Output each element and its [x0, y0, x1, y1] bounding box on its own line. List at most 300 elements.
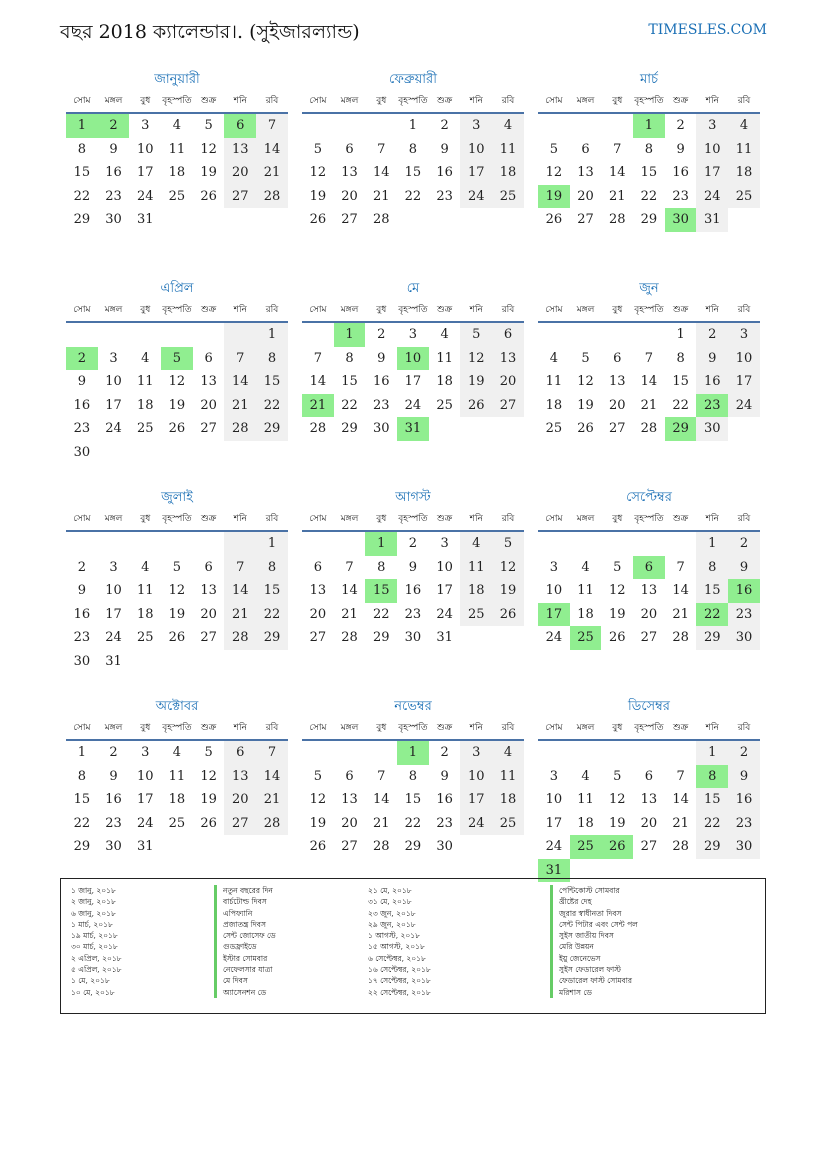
- day-cell[interactable]: 27: [341, 839, 358, 854]
- day-cell[interactable]: 18: [728, 161, 760, 185]
- day-cell[interactable]: 25: [492, 185, 524, 209]
- day-cell[interactable]: 12: [200, 141, 217, 157]
- day-cell[interactable]: 15: [341, 374, 358, 389]
- day-cell[interactable]: 21: [302, 394, 334, 418]
- day-cell[interactable]: 8: [77, 141, 86, 157]
- day-cell[interactable]: 1: [633, 114, 665, 138]
- day-cell[interactable]: 24: [460, 185, 492, 209]
- day-cell[interactable]: 29: [665, 417, 697, 441]
- day-cell[interactable]: 24: [136, 188, 154, 204]
- day-cell[interactable]: 21: [224, 603, 256, 627]
- day-cell[interactable]: 14: [256, 765, 288, 789]
- day-cell[interactable]: 28: [224, 417, 256, 441]
- day-cell[interactable]: 18: [460, 579, 492, 603]
- day-cell[interactable]: 9: [676, 141, 685, 157]
- day-cell[interactable]: 8: [345, 350, 354, 366]
- day-cell[interactable]: 26: [309, 839, 327, 854]
- day-cell[interactable]: 24: [136, 815, 154, 831]
- day-cell[interactable]: 9: [440, 768, 449, 784]
- day-cell[interactable]: 12: [608, 583, 626, 598]
- day-cell[interactable]: 27: [224, 185, 256, 209]
- day-cell[interactable]: 14: [309, 374, 327, 389]
- day-cell[interactable]: 30: [728, 626, 760, 650]
- day-cell[interactable]: 14: [341, 583, 358, 598]
- day-cell[interactable]: 30: [404, 630, 422, 645]
- day-cell[interactable]: 8: [696, 556, 728, 580]
- day-cell[interactable]: 28: [372, 839, 390, 854]
- day-cell[interactable]: 31: [136, 839, 154, 854]
- day-cell[interactable]: 24: [105, 630, 122, 645]
- day-cell[interactable]: 26: [460, 394, 492, 418]
- day-cell[interactable]: 11: [545, 374, 563, 389]
- day-cell[interactable]: 25: [136, 630, 154, 645]
- day-cell[interactable]: 6: [224, 114, 256, 138]
- day-cell[interactable]: 29: [696, 626, 728, 650]
- day-cell[interactable]: 27: [640, 630, 658, 645]
- day-cell[interactable]: 23: [672, 188, 689, 204]
- day-cell[interactable]: 4: [581, 559, 590, 575]
- day-cell[interactable]: 16: [436, 165, 453, 180]
- day-cell[interactable]: 12: [492, 556, 524, 580]
- day-cell[interactable]: 3: [696, 114, 728, 138]
- day-cell[interactable]: 31: [397, 417, 429, 441]
- day-cell[interactable]: 1: [256, 323, 288, 347]
- day-cell[interactable]: 13: [608, 374, 626, 389]
- day-cell[interactable]: 2: [66, 347, 98, 371]
- day-cell[interactable]: 27: [492, 394, 524, 418]
- day-cell[interactable]: 6: [633, 556, 665, 580]
- day-cell[interactable]: 25: [492, 812, 524, 836]
- day-cell[interactable]: 29: [696, 835, 728, 859]
- day-cell[interactable]: 7: [313, 350, 322, 366]
- day-cell[interactable]: 18: [136, 606, 154, 622]
- day-cell[interactable]: 6: [204, 559, 213, 575]
- day-cell[interactable]: 1: [676, 327, 685, 342]
- day-cell[interactable]: 13: [640, 583, 658, 598]
- day-cell[interactable]: 11: [492, 765, 524, 789]
- day-cell[interactable]: 3: [408, 327, 418, 342]
- day-cell[interactable]: 13: [492, 347, 524, 371]
- day-cell[interactable]: 12: [577, 374, 594, 389]
- day-cell[interactable]: 7: [256, 741, 288, 765]
- day-cell[interactable]: 12: [200, 768, 217, 784]
- day-cell[interactable]: 25: [570, 835, 602, 859]
- day-cell[interactable]: 20: [341, 815, 358, 831]
- day-cell[interactable]: 19: [577, 397, 594, 413]
- day-cell[interactable]: 23: [105, 188, 122, 204]
- day-cell[interactable]: 10: [105, 583, 122, 598]
- site-link[interactable]: TIMESLES.COM: [648, 22, 767, 38]
- day-cell[interactable]: 5: [460, 323, 492, 347]
- day-cell[interactable]: 12: [608, 792, 626, 807]
- day-cell[interactable]: 15: [696, 579, 728, 603]
- day-cell[interactable]: 26: [200, 188, 217, 204]
- day-cell[interactable]: 13: [224, 765, 256, 789]
- day-cell[interactable]: 13: [341, 165, 358, 180]
- day-cell[interactable]: 27: [200, 421, 217, 436]
- day-cell[interactable]: 19: [608, 606, 626, 622]
- day-cell[interactable]: 17: [728, 370, 760, 394]
- day-cell[interactable]: 19: [538, 185, 570, 209]
- day-cell[interactable]: 16: [105, 792, 122, 807]
- day-cell[interactable]: 14: [640, 374, 658, 389]
- day-cell[interactable]: 28: [341, 630, 358, 645]
- day-cell[interactable]: 20: [224, 788, 256, 812]
- day-cell[interactable]: 2: [440, 118, 449, 133]
- day-cell[interactable]: 27: [640, 839, 658, 854]
- day-cell[interactable]: 26: [168, 630, 186, 645]
- day-cell[interactable]: 23: [105, 815, 122, 831]
- day-cell[interactable]: 15: [365, 579, 397, 603]
- day-cell[interactable]: 17: [545, 815, 563, 831]
- day-cell[interactable]: 24: [696, 185, 728, 209]
- day-cell[interactable]: 3: [141, 745, 150, 760]
- day-cell[interactable]: 4: [440, 327, 449, 342]
- day-cell[interactable]: 31: [105, 653, 122, 669]
- day-cell[interactable]: 6: [581, 141, 590, 157]
- day-cell[interactable]: 21: [672, 815, 689, 831]
- day-cell[interactable]: 17: [136, 792, 154, 807]
- day-cell[interactable]: 26: [492, 603, 524, 627]
- day-cell[interactable]: 17: [436, 583, 453, 598]
- day-cell[interactable]: 5: [161, 347, 193, 371]
- day-cell[interactable]: 22: [696, 812, 728, 836]
- day-cell[interactable]: 1: [365, 532, 397, 556]
- day-cell[interactable]: 7: [676, 559, 685, 575]
- day-cell[interactable]: 21: [256, 788, 288, 812]
- day-cell[interactable]: 16: [73, 397, 91, 413]
- day-cell[interactable]: 8: [77, 768, 86, 784]
- day-cell[interactable]: 10: [397, 347, 429, 371]
- day-cell[interactable]: 22: [372, 606, 390, 622]
- day-cell[interactable]: 3: [549, 559, 558, 575]
- day-cell[interactable]: 3: [728, 323, 760, 347]
- day-cell[interactable]: 7: [224, 556, 256, 580]
- day-cell[interactable]: 27: [341, 212, 358, 227]
- day-cell[interactable]: 8: [256, 556, 288, 580]
- day-cell[interactable]: 28: [256, 812, 288, 836]
- day-cell[interactable]: 13: [224, 138, 256, 162]
- day-cell[interactable]: 9: [728, 765, 760, 789]
- day-cell[interactable]: 19: [460, 370, 492, 394]
- day-cell[interactable]: 14: [372, 165, 390, 180]
- day-cell[interactable]: 23: [728, 603, 760, 627]
- day-cell[interactable]: 9: [728, 556, 760, 580]
- day-cell[interactable]: 5: [581, 350, 590, 366]
- day-cell[interactable]: 20: [200, 397, 217, 413]
- day-cell[interactable]: 5: [613, 559, 622, 575]
- day-cell[interactable]: 28: [672, 839, 689, 854]
- day-cell[interactable]: 1: [397, 741, 429, 765]
- day-cell[interactable]: 17: [538, 603, 570, 627]
- day-cell[interactable]: 4: [492, 741, 524, 765]
- day-cell[interactable]: 23: [404, 606, 422, 622]
- day-cell[interactable]: 8: [377, 559, 386, 575]
- day-cell[interactable]: 26: [200, 815, 217, 831]
- day-cell[interactable]: 5: [492, 532, 524, 556]
- day-cell[interactable]: 26: [608, 630, 626, 645]
- day-cell[interactable]: 4: [492, 114, 524, 138]
- day-cell[interactable]: 14: [672, 583, 689, 598]
- day-cell[interactable]: 14: [224, 579, 256, 603]
- day-cell[interactable]: 25: [136, 421, 154, 436]
- day-cell[interactable]: 28: [309, 421, 327, 436]
- day-cell[interactable]: 18: [492, 788, 524, 812]
- day-cell[interactable]: 1: [408, 118, 418, 133]
- day-cell[interactable]: 7: [345, 559, 354, 575]
- day-cell[interactable]: 30: [728, 835, 760, 859]
- day-cell[interactable]: 17: [696, 161, 728, 185]
- day-cell[interactable]: 2: [440, 745, 449, 760]
- day-cell[interactable]: 15: [73, 165, 91, 180]
- day-cell[interactable]: 17: [136, 165, 154, 180]
- day-cell[interactable]: 26: [577, 421, 594, 436]
- day-cell[interactable]: 15: [672, 374, 689, 389]
- day-cell[interactable]: 7: [377, 768, 386, 784]
- day-cell[interactable]: 2: [77, 559, 86, 575]
- day-cell[interactable]: 7: [256, 114, 288, 138]
- day-cell[interactable]: 21: [372, 815, 390, 831]
- day-cell[interactable]: 13: [577, 165, 594, 180]
- day-cell[interactable]: 20: [309, 606, 327, 622]
- day-cell[interactable]: 11: [728, 138, 760, 162]
- day-cell[interactable]: 4: [172, 745, 182, 760]
- day-cell[interactable]: 9: [696, 347, 728, 371]
- day-cell[interactable]: 3: [109, 350, 118, 366]
- day-cell[interactable]: 10: [545, 583, 563, 598]
- day-cell[interactable]: 20: [341, 188, 358, 204]
- day-cell[interactable]: 30: [372, 421, 390, 436]
- day-cell[interactable]: 14: [672, 792, 689, 807]
- day-cell[interactable]: 26: [168, 421, 186, 436]
- day-cell[interactable]: 29: [73, 212, 91, 227]
- day-cell[interactable]: 5: [204, 745, 213, 760]
- day-cell[interactable]: 21: [640, 397, 658, 413]
- day-cell[interactable]: 19: [492, 579, 524, 603]
- day-cell[interactable]: 16: [696, 370, 728, 394]
- day-cell[interactable]: 7: [377, 141, 386, 157]
- day-cell[interactable]: 28: [640, 421, 658, 436]
- day-cell[interactable]: 24: [728, 394, 760, 418]
- day-cell[interactable]: 22: [73, 188, 91, 204]
- day-cell[interactable]: 17: [105, 397, 122, 413]
- day-cell[interactable]: 10: [136, 768, 154, 784]
- day-cell[interactable]: 30: [73, 653, 91, 669]
- day-cell[interactable]: 25: [460, 603, 492, 627]
- day-cell[interactable]: 9: [408, 559, 418, 575]
- day-cell[interactable]: 19: [200, 792, 217, 807]
- day-cell[interactable]: 28: [224, 626, 256, 650]
- day-cell[interactable]: 23: [696, 394, 728, 418]
- day-cell[interactable]: 11: [436, 350, 453, 366]
- day-cell[interactable]: 14: [256, 138, 288, 162]
- day-cell[interactable]: 2: [408, 536, 418, 551]
- day-cell[interactable]: 10: [728, 347, 760, 371]
- day-cell[interactable]: 30: [696, 417, 728, 441]
- day-cell[interactable]: 17: [460, 161, 492, 185]
- day-cell[interactable]: 6: [313, 559, 322, 575]
- day-cell[interactable]: 10: [105, 374, 122, 389]
- day-cell[interactable]: 3: [549, 768, 558, 784]
- day-cell[interactable]: 5: [204, 118, 213, 133]
- day-cell[interactable]: 22: [256, 394, 288, 418]
- day-cell[interactable]: 11: [577, 583, 594, 598]
- day-cell[interactable]: 10: [436, 559, 453, 575]
- day-cell[interactable]: 4: [141, 350, 150, 366]
- day-cell[interactable]: 11: [136, 374, 154, 389]
- day-cell[interactable]: 10: [460, 138, 492, 162]
- day-cell[interactable]: 2: [377, 327, 386, 342]
- day-cell[interactable]: 30: [73, 444, 91, 460]
- day-cell[interactable]: 15: [404, 165, 422, 180]
- day-cell[interactable]: 22: [256, 603, 288, 627]
- day-cell[interactable]: 22: [404, 188, 422, 204]
- day-cell[interactable]: 24: [105, 421, 122, 436]
- day-cell[interactable]: 7: [224, 347, 256, 371]
- day-cell[interactable]: 9: [77, 374, 86, 389]
- day-cell[interactable]: 15: [404, 792, 422, 807]
- day-cell[interactable]: 1: [334, 323, 366, 347]
- day-cell[interactable]: 11: [577, 792, 594, 807]
- day-cell[interactable]: 13: [200, 374, 217, 389]
- day-cell[interactable]: 29: [372, 630, 390, 645]
- day-cell[interactable]: 23: [372, 397, 390, 413]
- day-cell[interactable]: 29: [256, 626, 288, 650]
- day-cell[interactable]: 22: [672, 397, 689, 413]
- day-cell[interactable]: 28: [608, 212, 626, 227]
- day-cell[interactable]: 21: [672, 606, 689, 622]
- day-cell[interactable]: 9: [109, 768, 118, 784]
- day-cell[interactable]: 28: [372, 212, 390, 227]
- day-cell[interactable]: 21: [372, 188, 390, 204]
- day-cell[interactable]: 27: [224, 812, 256, 836]
- day-cell[interactable]: 8: [644, 141, 654, 157]
- day-cell[interactable]: 4: [460, 532, 492, 556]
- day-cell[interactable]: 17: [105, 606, 122, 622]
- day-cell[interactable]: 4: [141, 559, 150, 575]
- day-cell[interactable]: 12: [309, 792, 327, 807]
- day-cell[interactable]: 2: [98, 114, 130, 138]
- day-cell[interactable]: 12: [460, 347, 492, 371]
- day-cell[interactable]: 15: [640, 165, 658, 180]
- day-cell[interactable]: 2: [676, 118, 685, 133]
- day-cell[interactable]: 23: [728, 812, 760, 836]
- day-cell[interactable]: 22: [696, 603, 728, 627]
- day-cell[interactable]: 15: [696, 788, 728, 812]
- day-cell[interactable]: 1: [77, 745, 86, 760]
- day-cell[interactable]: 28: [672, 630, 689, 645]
- day-cell[interactable]: 14: [608, 165, 626, 180]
- day-cell[interactable]: 11: [460, 556, 492, 580]
- day-cell[interactable]: 5: [313, 768, 322, 784]
- day-cell[interactable]: 5: [549, 141, 558, 157]
- day-cell[interactable]: 23: [73, 630, 91, 645]
- day-cell[interactable]: 23: [436, 188, 453, 204]
- day-cell[interactable]: 10: [460, 765, 492, 789]
- day-cell[interactable]: 24: [436, 606, 453, 622]
- day-cell[interactable]: 20: [200, 606, 217, 622]
- day-cell[interactable]: 18: [168, 792, 186, 807]
- day-cell[interactable]: 10: [696, 138, 728, 162]
- day-cell[interactable]: 31: [436, 630, 453, 645]
- day-cell[interactable]: 21: [341, 606, 358, 622]
- day-cell[interactable]: 9: [440, 141, 449, 157]
- day-cell[interactable]: 17: [404, 374, 422, 389]
- day-cell[interactable]: 13: [640, 792, 658, 807]
- day-cell[interactable]: 6: [613, 350, 622, 366]
- day-cell[interactable]: 16: [728, 788, 760, 812]
- day-cell[interactable]: 5: [313, 141, 322, 157]
- day-cell[interactable]: 10: [136, 141, 154, 157]
- day-cell[interactable]: 13: [309, 583, 327, 598]
- day-cell[interactable]: 20: [640, 606, 658, 622]
- day-cell[interactable]: 8: [676, 350, 685, 366]
- day-cell[interactable]: 13: [341, 792, 358, 807]
- day-cell[interactable]: 31: [538, 859, 570, 883]
- day-cell[interactable]: 3: [440, 536, 449, 551]
- day-cell[interactable]: 29: [341, 421, 358, 436]
- day-cell[interactable]: 10: [545, 792, 563, 807]
- day-cell[interactable]: 31: [136, 212, 154, 227]
- day-cell[interactable]: 4: [581, 768, 590, 784]
- day-cell[interactable]: 29: [73, 839, 91, 854]
- day-cell[interactable]: 1: [696, 741, 728, 765]
- day-cell[interactable]: 7: [676, 768, 685, 784]
- day-cell[interactable]: 9: [109, 141, 118, 157]
- day-cell[interactable]: 6: [224, 741, 256, 765]
- day-cell[interactable]: 18: [136, 397, 154, 413]
- day-cell[interactable]: 21: [256, 161, 288, 185]
- day-cell[interactable]: 6: [204, 350, 213, 366]
- day-cell[interactable]: 28: [256, 185, 288, 209]
- day-cell[interactable]: 19: [309, 815, 327, 831]
- day-cell[interactable]: 20: [608, 397, 626, 413]
- day-cell[interactable]: 27: [309, 630, 327, 645]
- day-cell[interactable]: 21: [224, 394, 256, 418]
- day-cell[interactable]: 26: [601, 835, 633, 859]
- day-cell[interactable]: 15: [256, 579, 288, 603]
- day-cell[interactable]: 5: [613, 768, 622, 784]
- day-cell[interactable]: 15: [73, 792, 91, 807]
- day-cell[interactable]: 4: [728, 114, 760, 138]
- day-cell[interactable]: 9: [77, 583, 86, 598]
- day-cell[interactable]: 25: [168, 188, 186, 204]
- day-cell[interactable]: 11: [168, 141, 186, 157]
- day-cell[interactable]: 2: [109, 745, 118, 760]
- day-cell[interactable]: 26: [545, 212, 563, 227]
- day-cell[interactable]: 3: [460, 114, 492, 138]
- day-cell[interactable]: 19: [309, 188, 327, 204]
- day-cell[interactable]: 30: [665, 208, 697, 232]
- day-cell[interactable]: 11: [168, 768, 186, 784]
- day-cell[interactable]: 2: [696, 323, 728, 347]
- day-cell[interactable]: 8: [408, 141, 418, 157]
- day-cell[interactable]: 22: [341, 397, 358, 413]
- day-cell[interactable]: 2: [728, 741, 760, 765]
- day-cell[interactable]: 24: [404, 397, 422, 413]
- day-cell[interactable]: 23: [73, 421, 91, 436]
- day-cell[interactable]: 12: [168, 374, 186, 389]
- day-cell[interactable]: 19: [608, 815, 626, 831]
- day-cell[interactable]: 3: [109, 559, 118, 575]
- day-cell[interactable]: 9: [377, 350, 386, 366]
- day-cell[interactable]: 30: [436, 839, 453, 854]
- day-cell[interactable]: 6: [492, 323, 524, 347]
- day-cell[interactable]: 24: [545, 839, 563, 854]
- day-cell[interactable]: 2: [728, 532, 760, 556]
- day-cell[interactable]: 30: [105, 839, 122, 854]
- day-cell[interactable]: 8: [696, 765, 728, 789]
